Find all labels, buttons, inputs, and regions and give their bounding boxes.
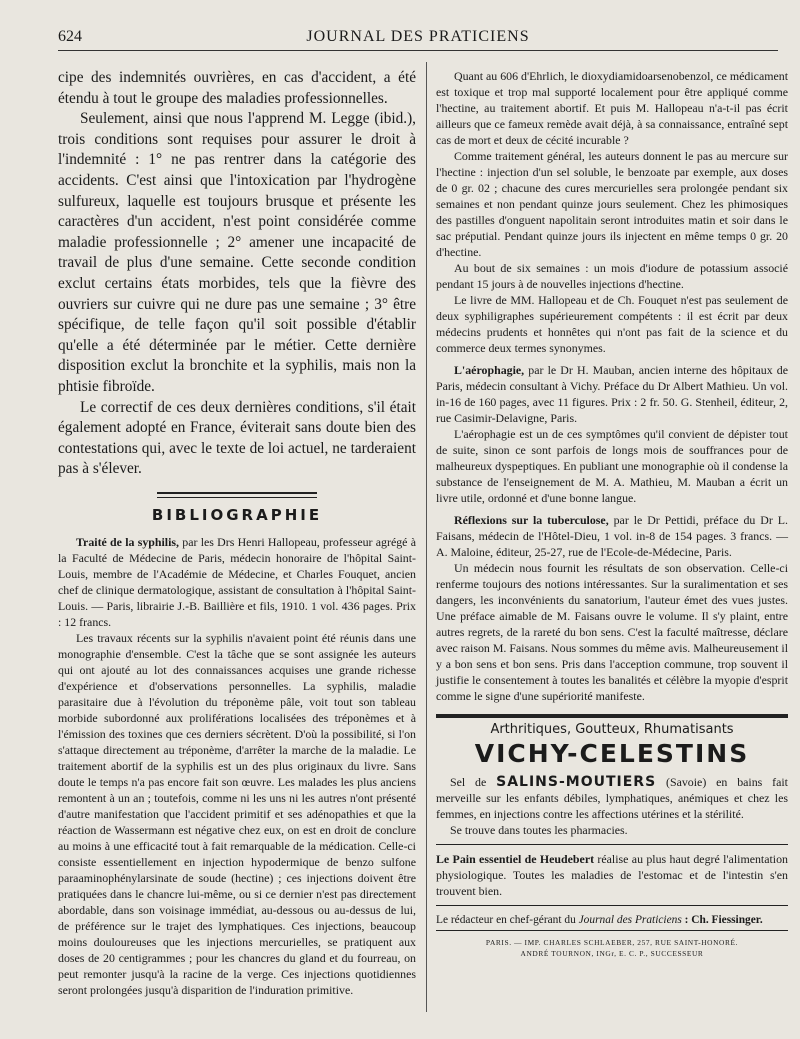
paragraph: Le correctif de ces deux dernières conditions, s'il était également adopté en France, éviterait sans doute bien des contestations qui, avec le texte de loi actuel, ne tarderaient pas à s'élever. — [58, 398, 416, 478]
editor-line: Le rédacteur en chef-gérant du Journal des Praticiens : Ch. Fiessinger. — [436, 914, 763, 926]
ad-text: Se trouve dans toutes les pharmacies. — [450, 823, 628, 837]
paragraph: cipe des indemnités ouvrières, en cas d'accident, a été étendu à tout le groupe des maladies professionnelles. — [58, 69, 416, 107]
entry-title: L'aérophagie, — [454, 363, 525, 377]
bibliography-entry — [58, 534, 416, 998]
column-divider — [426, 62, 427, 1012]
paragraph: Quant au 606 d'Ehrlich, le dioxydiamidoarsenobenzol, ce médicament est toxique et trop mal supporté localement pour être appliqué comme l'hectine, au traitement abortif. Et puis M. Hallopeau n'a-t-il pas écrit ailleurs que ce fameux remède avait déjà, à sa connaissance, entraîné sept cas de mort et deux de cécité incurable ? — [436, 69, 788, 147]
ad-salins: SALINS-MOUTIERS — [496, 774, 657, 790]
entry-citation — [436, 362, 788, 426]
entry-citation — [436, 512, 788, 560]
printer-imprint: PARIS. — IMP. CHARLES SCHLAEBER, 257, RUE SAINT-HONORÉ. ANDRÉ TOURNON, INGr, E. C. P., SUCCESSEUR — [485, 938, 739, 958]
ad-divider — [436, 930, 788, 931]
heudebert-text: réalise au plus haut degré l'alimentation physiologique. Toutes les maladies de l'estomac et de l'intestin s'en trouvent bien. — [436, 852, 788, 898]
paragraph: L'aérophagie est un de ces symptômes qu'il convient de dépister tout de suite, sinon ce sont parfois de longs mois de souffrances pour de malheureux dyspeptiques. En publiant une monographie où il condense la substance de l'enseignement de M. A. Mathieu, M. Mauban a écrit un livre utile, ordonné et d'une bonne langue. — [436, 427, 788, 505]
ad-divider — [436, 844, 788, 845]
paragraph: Un médecin nous fournit les résultats de son observation. Celle-ci renferme toujours des notions intéressantes. Sur la suralimentation et ses dangers, les inconvénients du sanatorium, l'auteur émet des vues justes. Une préface aimable de M. Faisans ouvre le volume. Il s'y plaint, entre autres regrets, de la rareté du bon sens. C'est la faculté maîtresse, déclare avec raison M. Faisans. Nous sommes du même avis. Malheureusement il y a bon sens et bon sens. Pris dans l'acception commune, trop souvent il justifie le consentement à toutes les banalités et célèbre la myopie d'esprit comme le signe d'une supériorité manifeste. — [436, 561, 788, 703]
entry-title: Réflexions sur la tuberculose, — [454, 513, 609, 527]
paragraph: Les travaux récents sur la syphilis n'avaient point été réunis dans une monographie d'ensemble. C'est la tâche que se sont assignée les auteurs qui ont ajouté au lot des connaissances acquises une grande richesse d'expérience et d'observations personnelles. La syphilis, maladie parasitaire due à l'évolution du tréponème pâle, voit tout son tableau morbide subordonné aux proliférations localisées des tréponèmes et à l'émission des toxines que ces derniers sécrètent. D'où la possibilité, si l'on s'attaque directement au tréponème, d'arrêter la marche de la maladie. Le traitement abortif de la syphilis est un des plus originaux du livre. Sans doute le temps n'a pas encore fait son œuvre. Les malades les plus anciens remontent à un an ; toutefois, comme ni les uns ni les autres n'ont présenté d'autre manifestation que l'accident primitif et ses adénopathies et que la réaction de Wassermann est négative chez eux, on est en droit de conclure au moins à une efficacité tout à fait remarquable de la médication. Celle-ci consiste essentiellement en injection hypodermique de benzo sulfone paraaminophénylarsinate de soude (hectine) ; ces injections doivent être pratiquées dans le chancre lui-même, ou si ce dernier n'est pas directement abordable, dans son voisinage immédiat, au-dessous ou au-dessus de lui, de préférence sur le trajet des lymphatiques. Ces injections, beaucoup moins douloureuses que les injections mercurielles, se pratiquent aux doses de 20 centigrammes ; pour les chancres du gland et du fourreau, on peut remonter jusqu'à la racine de la verge. Ces injections quotidiennes seront prolongées jusqu'à disparition de l'induration primitive. — [58, 630, 416, 997]
paragraph: Comme traitement général, les auteurs donnent le pas au mercure sur l'hectine : injection d'un sel soluble, le benzoate par exemple, aux doses de 0 gr. 02 ; chacune des cures mercurielles sera prolongée pendant six semaines et non pendant quinze jours seulement. Chez les phimosiques des pastilles d'onguent napolitain seront introduites matin et soir dans le sac préputial. Pendant quinze jours ils injectent en même temps 0 gr. 20 d'hectine. — [436, 149, 788, 259]
advertisement-rule — [436, 714, 788, 718]
entry-details: par le Dr Pettidi, préface du Dr L. Faisans, médecin de l'Hôtel-Dieu, 1 vol. in-8 de 154 pages. 3 francs. — A. Maloine, éditeur, 25-27, rue de l'Ecole-de-Médecine, Paris. — [436, 513, 788, 559]
heudebert-title: Le Pain essentiel de Heudebert — [436, 852, 595, 866]
entry-details: par les Drs Henri Hallopeau, professeur agrégé à la Faculté de Médecine de Paris, médecin honoraire de l'hôpital Saint-Louis, membre de l'Académie de Médecine, et Charles Fouquet, ancien chef de clinique dermatologique, assistant de consultation à l'hôpital Saint-Louis. — Paris, librairie J.-B. Baillière et fils, 1910. 1 vol. 436 pages. Prix : 12 francs. — [58, 534, 416, 629]
entry-title: Traité de la syphilis, — [76, 534, 180, 549]
bibliography-heading: BIBLIOGRAPHIE — [151, 505, 323, 524]
left-column — [58, 68, 416, 998]
journal-title: JOURNAL DES PRATICIENS — [306, 28, 530, 45]
page-number: 624 — [58, 28, 82, 45]
right-column — [436, 68, 788, 959]
paragraph: Au bout de six semaines : un mois d'iodure de potassium associé pendant 15 jours à de nouvelles injections d'hectine. — [436, 261, 788, 291]
entry-details: par le Dr H. Mauban, ancien interne des hôpitaux de Paris, médecin consultant à Vichy. Préface du Dr Albert Mathieu. Un vol. in-16 de 160 pages, avec 11 figures. Prix : 2 fr. 50. G. Stenheil, éditeur, 2, rue Casimir-Delavigne, Paris. — [436, 363, 788, 425]
paragraph: Seulement, ainsi que nous l'apprend M. Legge (ibid.), trois conditions sont requises pour assurer le droit à l'indemnité : 1° ne pas rentrer dans la catégorie des accidents. C'est ainsi que l'intoxication par l'hydrogène sulfureux, laquelle est toujours brusque et présente les caractères d'un accident, n'est point considérée comme maladie professionnelle ; 2° amener une incapacité de travail de plus d'une semaine. Cette seconde condition exclut certains états morbides, tels que la fièvre des ouvriers sur cuivre qui ne dure pas une semaine ; 3° être spécifique, de telle façon qu'il soit possible d'établir qu'elle a été déterminée par le métier. Cette dernière disposition exclut la bronchite et la syphilis, mais non la phtisie fibroïde. — [58, 110, 416, 395]
ad-divider — [436, 905, 788, 906]
page-header — [58, 28, 778, 51]
heudebert-ad — [436, 851, 788, 899]
paragraph: Le livre de MM. Hallopeau et de Ch. Fouquet n'est pas seulement de deux syphiligraphes supérieurement compétents : il est écrit par deux médecins prudents et honnêtes qui n'ont pas fait de la science et du commerce deux termes synonymes. — [436, 293, 788, 355]
article-continuation — [58, 68, 416, 480]
entry-citation — [58, 534, 416, 630]
ad-text: Sel de SALINS-MOUTIERS (Savoie) en bains fait merveille sur les enfants débiles, lymphatiques, anémiques et chez les femmes, en injections contre les affections utérines et la stérilité. — [436, 774, 788, 821]
section-rule — [157, 492, 317, 498]
ad-brand: VICHY-CELESTINS — [474, 739, 750, 768]
ad-headline: Arthritiques, Goutteux, Rhumatisants — [490, 722, 734, 737]
ad-body — [436, 774, 788, 838]
